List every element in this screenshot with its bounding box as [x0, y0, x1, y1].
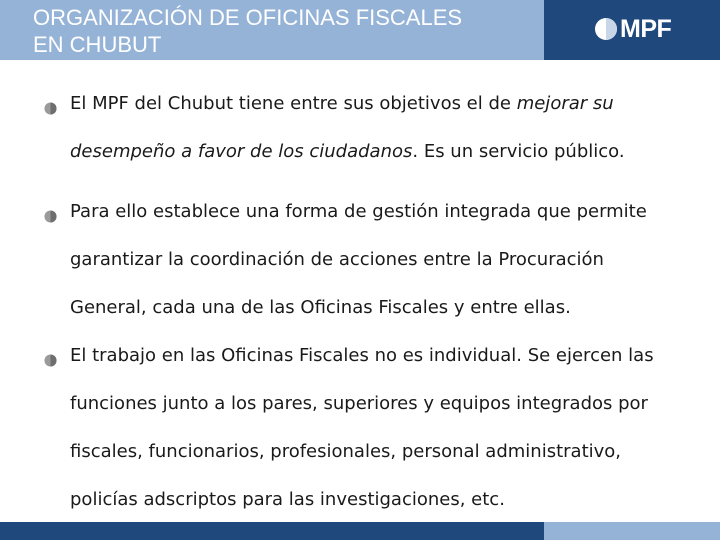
slide-title-line-2: EN CHUBUT: [33, 32, 162, 57]
mpf-logo: [594, 14, 671, 44]
bullet-icon: [44, 210, 57, 223]
slide-title-line-1: ORGANIZACIÓN DE OFICINAS FISCALES: [33, 5, 463, 30]
bullet-1-text-before: El MPF del Chubut tiene entre sus objetivos el de: [70, 93, 517, 114]
bullet-icon: [44, 354, 57, 367]
header-title-band: [0, 0, 544, 60]
mpf-logo-text: MPF: [620, 15, 672, 43]
bullet-text-2: Para ello establece una forma de gestión integrada que permite garantizar la coordinación de acciones entre la Procuración General, cada una de las Oficinas Fiscales y entre ellas.: [70, 201, 647, 318]
bullet-item-2: [44, 202, 664, 352]
bullet-1-text-after: . Es un servicio público.: [412, 141, 625, 162]
bullet-item-3: [44, 346, 664, 516]
footer-band-light: [544, 522, 720, 540]
bullet-icon: [44, 102, 57, 115]
mpf-logo-icon: [594, 17, 618, 41]
slide-header: [0, 0, 720, 60]
slide-title: [33, 4, 538, 58]
bullet-1-text-emphasis: mejorar su desempeño a favor de los ciudadanos: [70, 93, 614, 162]
footer-band-dark: [0, 522, 544, 540]
bullet-text-1: [70, 80, 660, 176]
bullet-item-1: [44, 94, 664, 194]
bullet-text-3: El trabajo en las Oficinas Fiscales no es individual. Se ejercen las funciones junto a los pares, superiores y equipos integrados por fiscales, funcionarios, profesionales, personal administrativo, policías adscriptos para las investigaciones, etc.: [70, 345, 654, 510]
